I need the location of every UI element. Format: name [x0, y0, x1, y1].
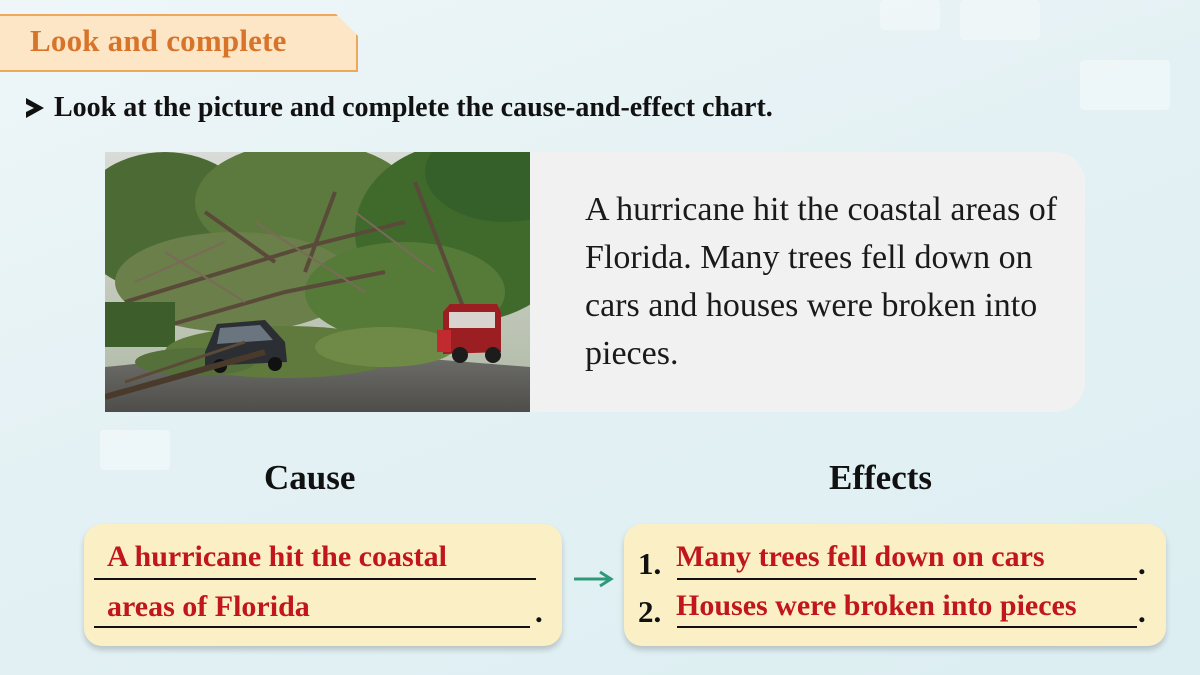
effect-answer-2: Houses were broken into pieces — [676, 589, 1077, 622]
cause-heading: Cause — [264, 458, 356, 497]
effect-answer-1: Many trees fell down on cars — [676, 540, 1045, 573]
background-decoration — [880, 0, 940, 30]
cause-answer-1: A hurricane hit the coastal — [107, 540, 447, 573]
background-decoration — [960, 0, 1040, 40]
background-decoration — [1080, 60, 1170, 110]
effect-number-2: 2. — [638, 594, 662, 629]
cause-period: . — [535, 594, 543, 629]
cause-answer-line-1 — [94, 578, 536, 580]
arrow-bullet-icon — [26, 98, 44, 118]
hurricane-photo — [105, 152, 530, 412]
effect-period-1: . — [1138, 546, 1146, 581]
effect-answer-line-1 — [677, 578, 1137, 580]
background-decoration — [100, 430, 170, 470]
effect-number-1: 1. — [638, 546, 662, 581]
instruction-text: Look at the picture and complete the cause-and-effect chart. — [54, 92, 773, 123]
section-tag-label: Look and complete — [30, 23, 287, 58]
effect-period-2: . — [1138, 594, 1146, 629]
passage-text: A hurricane hit the coastal areas of Florida. Many trees fell down on cars and houses were broken into pieces. — [585, 191, 1058, 372]
effects-heading: Effects — [829, 458, 933, 497]
cause-answer-line-2 — [94, 626, 530, 628]
cause-answer-2: areas of Florida — [107, 590, 310, 623]
effect-answer-line-2 — [677, 626, 1137, 628]
instruction — [26, 92, 773, 124]
arrow-right-icon — [572, 570, 614, 588]
